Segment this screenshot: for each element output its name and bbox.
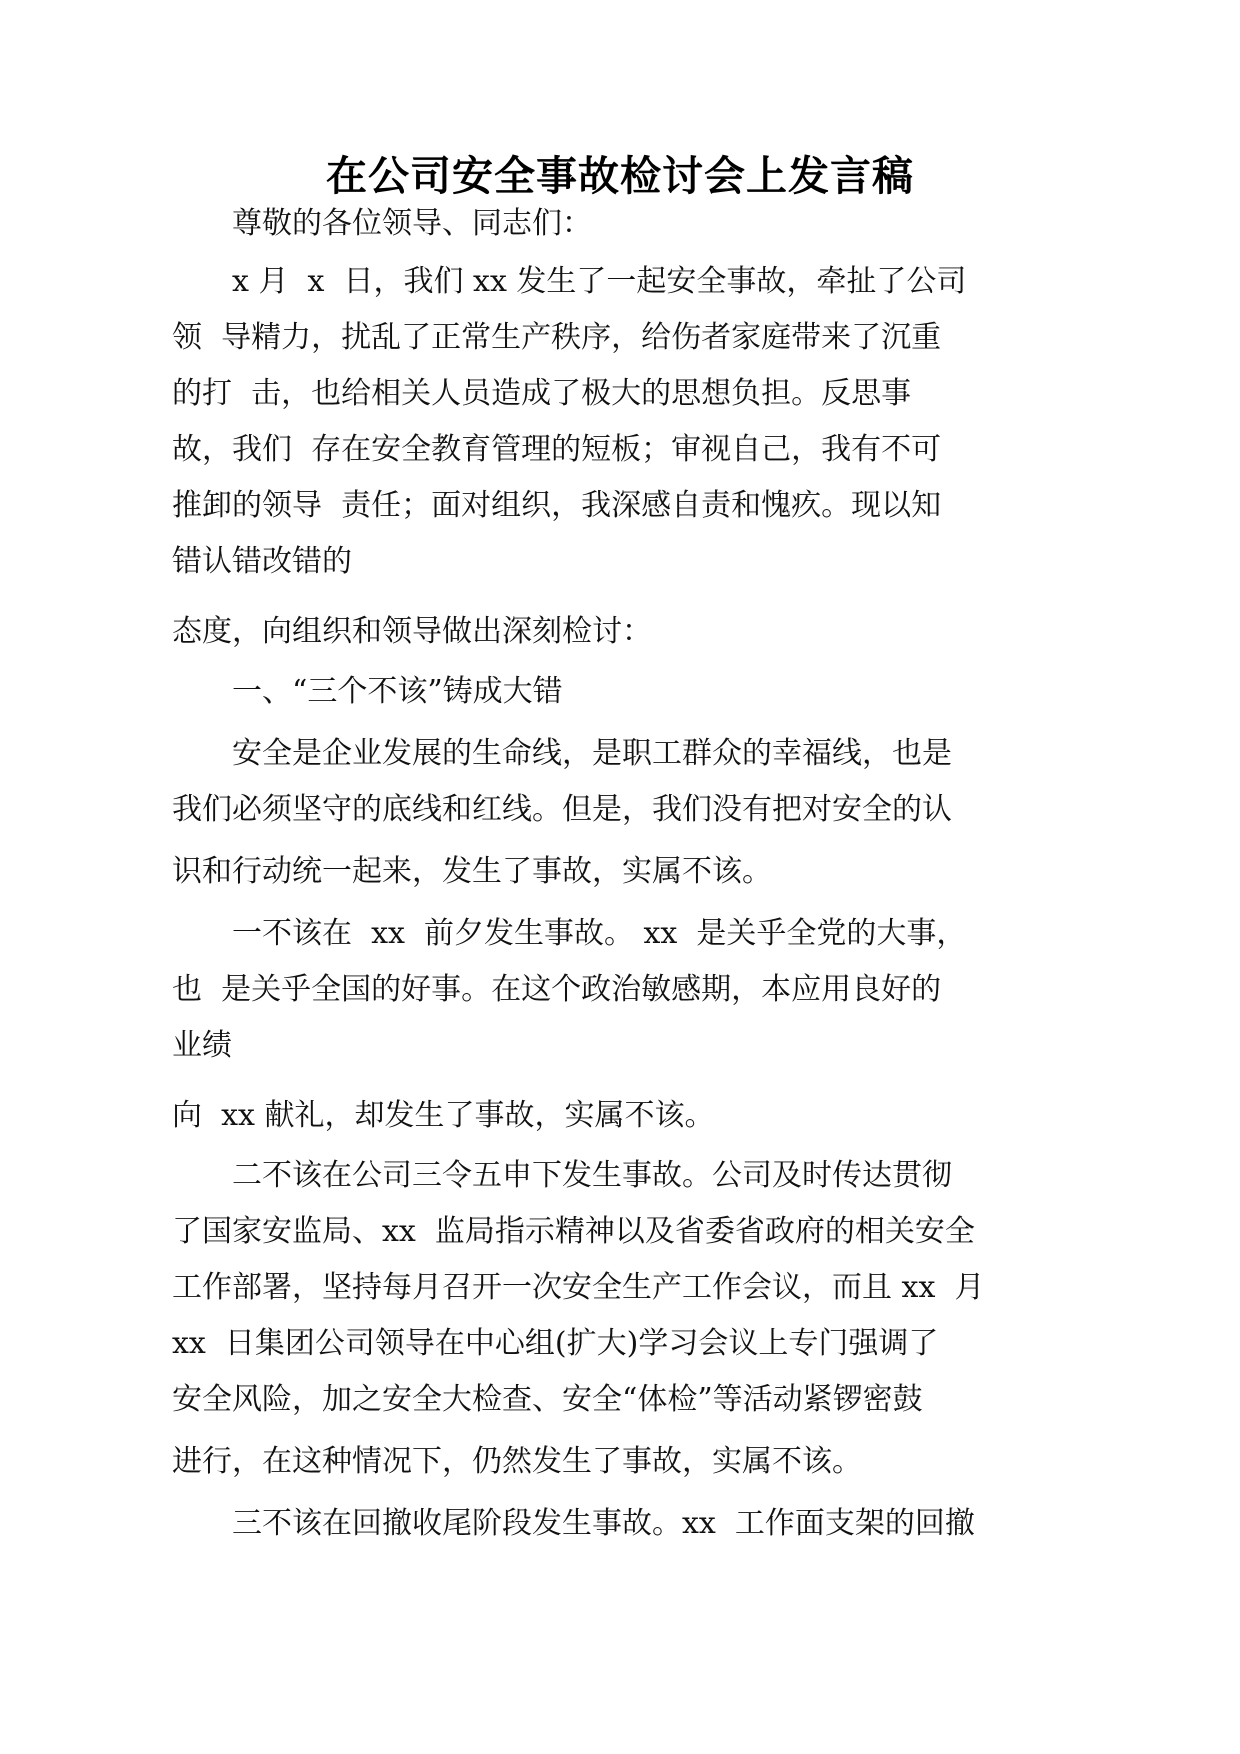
paragraph-line: 工作部署，坚持每月召开一次安全生产工作会议，而且 xx 月 — [172, 1270, 985, 1305]
paragraph-line: 业绩 — [172, 1028, 232, 1063]
document-title: 在公司安全事故检讨会上发言稿 — [326, 152, 914, 200]
paragraph-line: 推卸的领导 责任；面对组织，我深感自责和愧疚。现以知 — [172, 488, 942, 523]
paragraph-line: 一不该在 xx 前夕发生事故。 xx 是关乎全党的大事， — [232, 916, 967, 951]
paragraph-line: 我们必须坚守的底线和红线。但是，我们没有把对安全的认 — [172, 792, 952, 827]
paragraph-line: 故，我们 存在安全教育管理的短板；审视自己，我有不可 — [172, 432, 942, 467]
paragraph-line: 了国家安监局、xx 监局指示精神以及省委省政府的相关安全 — [172, 1214, 975, 1249]
paragraph-line: 安全是企业发展的生命线，是职工群众的幸福线，也是 — [232, 736, 952, 771]
salutation: 尊敬的各位领导、同志们： — [232, 206, 592, 241]
paragraph-line: 态度，向组织和领导做出深刻检讨： — [172, 614, 652, 649]
section-heading: 一、“三个不该”铸成大错 — [232, 674, 563, 709]
paragraph-line: x 月 x 日，我们 xx 发生了一起安全事故，牵扯了公司 — [232, 264, 967, 299]
paragraph-line: 识和行动统一起来，发生了事故，实属不该。 — [172, 854, 772, 889]
paragraph-line: 安全风险，加之安全大检查、安全“体检”等活动紧锣密鼓 — [172, 1382, 923, 1417]
paragraph-line: 二不该在公司三令五申下发生事故。公司及时传达贯彻 — [232, 1158, 952, 1193]
paragraph-line: xx 日集团公司领导在中心组(扩大)学习会议上专门强调了 — [172, 1326, 939, 1361]
paragraph-line: 进行，在这种情况下，仍然发生了事故，实属不该。 — [172, 1444, 862, 1479]
paragraph-line: 也 是关乎全国的好事。在这个政治敏感期，本应用良好的 — [172, 972, 942, 1007]
paragraph-line: 三不该在回撤收尾阶段发生事故。xx 工作面支架的回撤 — [232, 1506, 975, 1541]
paragraph-line: 向 xx 献礼，却发生了事故，实属不该。 — [172, 1098, 715, 1133]
paragraph-line: 领 导精力，扰乱了正常生产秩序，给伤者家庭带来了沉重 — [172, 320, 942, 355]
paragraph-line: 错认错改错的 — [172, 544, 352, 579]
paragraph-line: 的打 击，也给相关人员造成了极大的思想负担。反思事 — [172, 376, 912, 411]
